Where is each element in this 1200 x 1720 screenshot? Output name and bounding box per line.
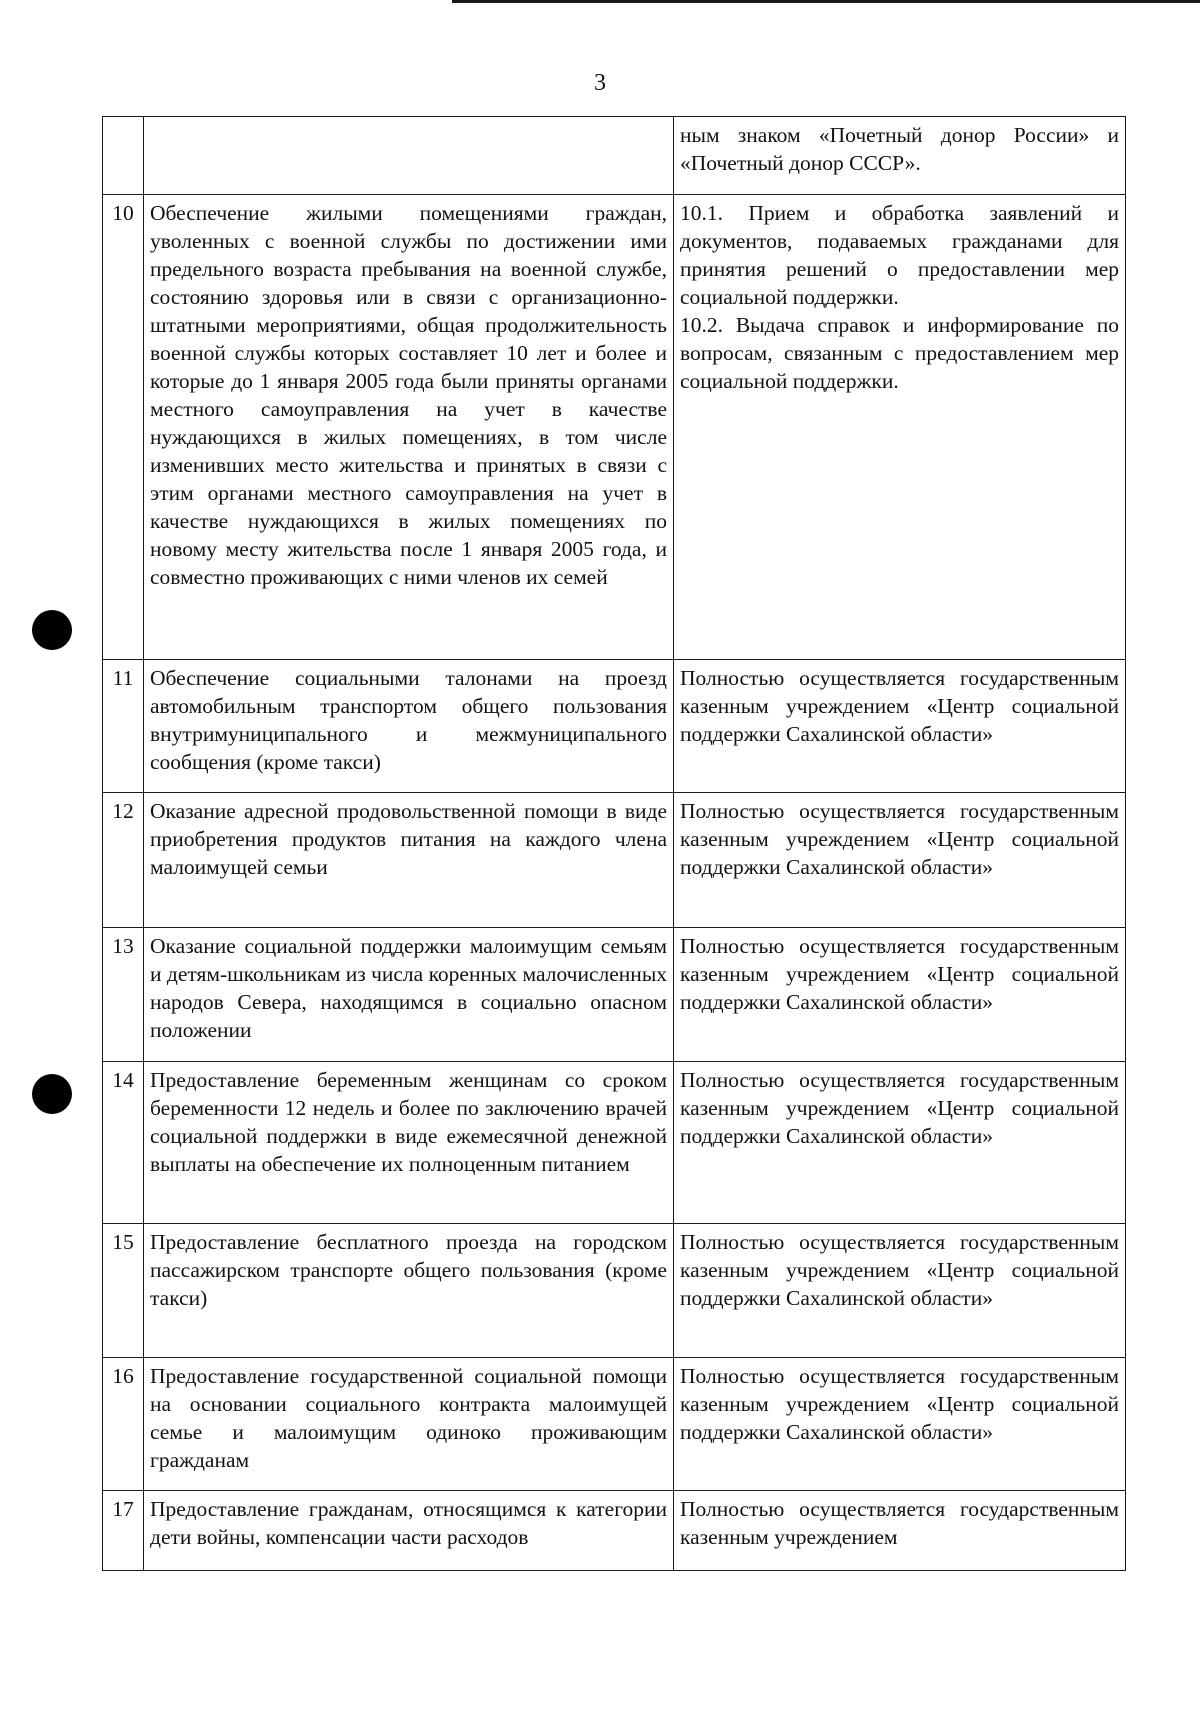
service-description: Оказание адресной продовольственной помощи в виде приобретения продуктов питания на каждого члена малоимущей семьи bbox=[144, 793, 674, 928]
service-description: Обеспечение социальными талонами на проезд автомобильным транспортом общего пользования внутримуниципального и межмуниципального сообщения (кроме такси) bbox=[144, 660, 674, 793]
table-row bbox=[103, 1491, 1126, 1571]
performer-text: Полностью осуществляется государственным казенным учреждением «Центр социальной поддержки Сахалинской области» bbox=[680, 1230, 1119, 1310]
row-number: 14 bbox=[103, 1062, 144, 1224]
performer-text: Полностью осуществляется государственным казенным учреждением bbox=[680, 1497, 1119, 1549]
performer-text: Полностью осуществляется государственным казенным учреждением «Центр социальной поддержки Сахалинской области» bbox=[680, 666, 1119, 746]
service-description: Предоставление государственной социальной помощи на основании социального контракта малоимущей семье и малоимущим одиноко проживающим гражданам bbox=[144, 1358, 674, 1491]
performer-cell bbox=[674, 928, 1126, 1062]
service-description: Предоставление бесплатного проезда на городском пассажирском транспорте общего пользования (кроме такси) bbox=[144, 1224, 674, 1358]
top-edge-line bbox=[452, 0, 1200, 3]
page-number: 3 bbox=[594, 70, 606, 96]
performer-cell bbox=[674, 1224, 1126, 1358]
table-row bbox=[103, 195, 1126, 660]
row-number: 11 bbox=[103, 660, 144, 793]
table-row bbox=[103, 660, 1126, 793]
service-description: Предоставление беременным женщинам со сроком беременности 12 недель и более по заключению врачей социальной поддержки в виде ежемесячной денежной выплаты на обеспечение их полноценным питанием bbox=[144, 1062, 674, 1224]
row-number bbox=[103, 117, 144, 195]
table-row bbox=[103, 793, 1126, 928]
row-number: 13 bbox=[103, 928, 144, 1062]
row-number: 17 bbox=[103, 1491, 144, 1571]
performer-text: Полностью осуществляется государственным казенным учреждением «Центр социальной поддержки Сахалинской области» bbox=[680, 934, 1119, 1014]
table-row bbox=[103, 117, 1126, 195]
performer-text: Полностью осуществляется государственным казенным учреждением «Центр социальной поддержки Сахалинской области» bbox=[680, 799, 1119, 879]
performer-cell bbox=[674, 1062, 1126, 1224]
service-description: Обеспечение жилыми помещениями граждан, уволенных с военной службы по достижении ими предельного возраста пребывания на военной службе, состоянию здоровья или в связи с организационно-штатными мероприятиями, общая продолжительность военной службы которых составляет 10 лет и более и которые до 1 января 2005 года были приняты органами местного самоуправления на учет в качестве нуждающихся в жилых помещениях, в том числе изменивших место жительства и принятых в связи с этим органами местного самоуправления на учет в качестве нуждающихся в жилых помещениях по новому месту жительства после 1 января 2005 года, и совместно проживающих с ними членов их семей bbox=[144, 195, 674, 660]
table-row bbox=[103, 1062, 1126, 1224]
row-number: 12 bbox=[103, 793, 144, 928]
service-description bbox=[144, 117, 674, 195]
service-description: Оказание социальной поддержки малоимущим семьям и детям-школьникам из числа коренных малочисленных народов Севера, находящимся в социально опасном положении bbox=[144, 928, 674, 1062]
table-row bbox=[103, 1224, 1126, 1358]
row-number: 16 bbox=[103, 1358, 144, 1491]
service-description: Предоставление гражданам, относящимся к категории дети войны, компенсации части расходов bbox=[144, 1491, 674, 1571]
performer-cell bbox=[674, 1491, 1126, 1571]
table-row bbox=[103, 1358, 1126, 1491]
performer-cell bbox=[674, 1358, 1126, 1491]
performer-text: ным знаком «Почетный донор России» и «Почетный донор СССР». bbox=[680, 123, 1119, 175]
row-number: 15 bbox=[103, 1224, 144, 1358]
punch-hole-mark bbox=[32, 1074, 72, 1114]
table-row bbox=[103, 928, 1126, 1062]
performer-text: Полностью осуществляется государственным казенным учреждением «Центр социальной поддержки Сахалинской области» bbox=[680, 1364, 1119, 1444]
punch-hole-mark bbox=[32, 610, 72, 650]
performer-cell bbox=[674, 195, 1126, 660]
services-table bbox=[102, 116, 1126, 1571]
performer-cell bbox=[674, 117, 1126, 195]
performer-cell bbox=[674, 793, 1126, 928]
performer-text: 10.1. Прием и обработка заявлений и документов, подаваемых гражданами для принятия решений о предоставлении мер социальной поддержки. bbox=[680, 201, 1119, 309]
performer-cell bbox=[674, 660, 1126, 793]
performer-text: 10.2. Выдача справок и информирование по вопросам, связанным с предоставлением мер социальной поддержки. bbox=[680, 313, 1119, 393]
performer-text: Полностью осуществляется государственным казенным учреждением «Центр социальной поддержки Сахалинской области» bbox=[680, 1068, 1119, 1148]
row-number: 10 bbox=[103, 195, 144, 660]
